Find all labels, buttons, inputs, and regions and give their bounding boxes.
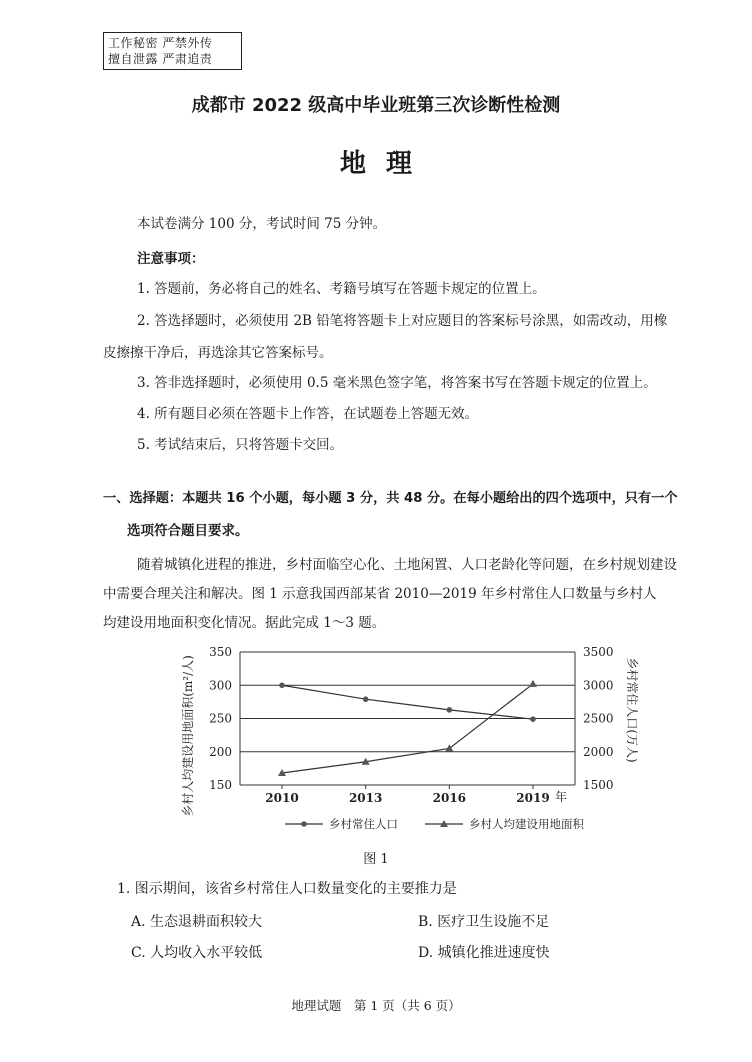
- legend-marker: [301, 821, 307, 827]
- section-heading: 一、选择题：本题共 16 个小题，每小题 3 分，共 48 分。在每小题给出的四个选项中，只有一个: [103, 491, 678, 506]
- stamp-line-1: 工作秘密 严禁外传: [108, 36, 213, 50]
- passage-line: 随着城镇化进程的推进，乡村面临空心化、土地闲置、人口老龄化等问题，在乡村规划建设: [137, 557, 677, 573]
- series-line-2: [282, 684, 533, 773]
- chart-legend: [285, 817, 584, 831]
- y-left-tick-label: 350: [209, 645, 232, 659]
- section-heading-cont: 选项符合题目要求。: [127, 523, 249, 539]
- question-1-option-c[interactable]: C. 人均收入水平较低: [131, 945, 263, 961]
- passage-line: 中需要合理关注和解决。图 1 示意我国西部某省 2010—2019 年乡村常住人口数量与乡村人: [103, 586, 657, 602]
- x-tick-label: 2016: [432, 791, 467, 805]
- y-right-tick-label: 2000: [583, 744, 614, 759]
- y-right-tick-label: 3500: [583, 645, 614, 659]
- x-unit-label: 年: [555, 790, 568, 804]
- page-footer: 地理试题 第 1 页（共 6 页）: [291, 998, 461, 1013]
- y-axis-right-label: 乡村常住人口(万人): [625, 657, 639, 763]
- data-point-series-1: [363, 696, 369, 702]
- y-left-tick-label: 250: [209, 711, 232, 726]
- note-item: 1. 答题前，务必将自己的姓名、考籍号填写在答题卡规定的位置上。: [137, 281, 546, 297]
- series-line-1: [282, 685, 533, 719]
- confidentiality-stamp: [103, 32, 242, 70]
- y-right-tick-label: 1500: [583, 778, 614, 792]
- exam-title: 成都市 2022 级高中毕业班第三次诊断性检测: [191, 95, 561, 116]
- y-axis-left-label: 乡村人均建设用地面积(m²/人): [181, 655, 195, 817]
- data-point-series-2: [529, 680, 537, 687]
- data-point-series-1: [279, 682, 285, 688]
- y-left-tick-label: 150: [209, 778, 232, 792]
- data-point-series-1: [447, 707, 453, 713]
- exam-intro: 本试卷满分 100 分，考试时间 75 分钟。: [137, 216, 387, 232]
- stamp-line-2: 擅自泄露 严肃追责: [108, 52, 213, 66]
- note-item: 4. 所有题目必须在答题卡上作答，在试题卷上答题无效。: [137, 406, 479, 422]
- note-item: 5. 考试结束后，只将答题卡交回。: [137, 437, 344, 453]
- data-point-series-2: [445, 744, 453, 751]
- y-right-tick-label: 2500: [583, 711, 614, 726]
- question-1-option-a[interactable]: A. 生态退耕面积较大: [131, 914, 263, 930]
- figure-1-chart: [170, 640, 639, 842]
- question-1-option-b[interactable]: B. 医疗卫生设施不足: [418, 914, 550, 930]
- legend-label: 乡村常住人口: [329, 817, 398, 831]
- note-item: 3. 答非选择题时，必须使用 0.5 毫米黑色签字笔，将答案书写在答题卡规定的位置上。: [137, 375, 657, 391]
- data-point-series-1: [530, 716, 536, 722]
- y-left-tick-label: 300: [209, 678, 232, 693]
- chart-series: [278, 680, 537, 776]
- y-right-tick-label: 3000: [583, 678, 614, 693]
- notes-heading: 注意事项：: [137, 251, 205, 267]
- question-1-option-d[interactable]: D. 城镇化推进速度快: [418, 945, 550, 961]
- passage-line: 均建设用地面积变化情况。据此完成 1～3 题。: [103, 615, 386, 631]
- question-1-stem: 1. 图示期间，该省乡村常住人口数量变化的主要推力是: [117, 881, 457, 897]
- x-tick-label: 2013: [348, 791, 383, 805]
- y-left-tick-label: 200: [209, 744, 232, 759]
- figure-caption: 图 1: [363, 852, 389, 867]
- subject-title: 地理: [339, 149, 432, 179]
- note-item: 2. 答选择题时，必须使用 2B 铅笔将答题卡上对应题目的答案标号涂黑，如需改动，用橡: [137, 313, 668, 329]
- note-item: 皮擦擦干净后，再选涂其它答案标号。: [103, 345, 333, 361]
- x-tick-label: 2019: [516, 791, 550, 805]
- chart-ticks: [209, 645, 613, 805]
- legend-label: 乡村人均建设用地面积: [469, 817, 584, 831]
- x-tick-label: 2010: [265, 791, 299, 805]
